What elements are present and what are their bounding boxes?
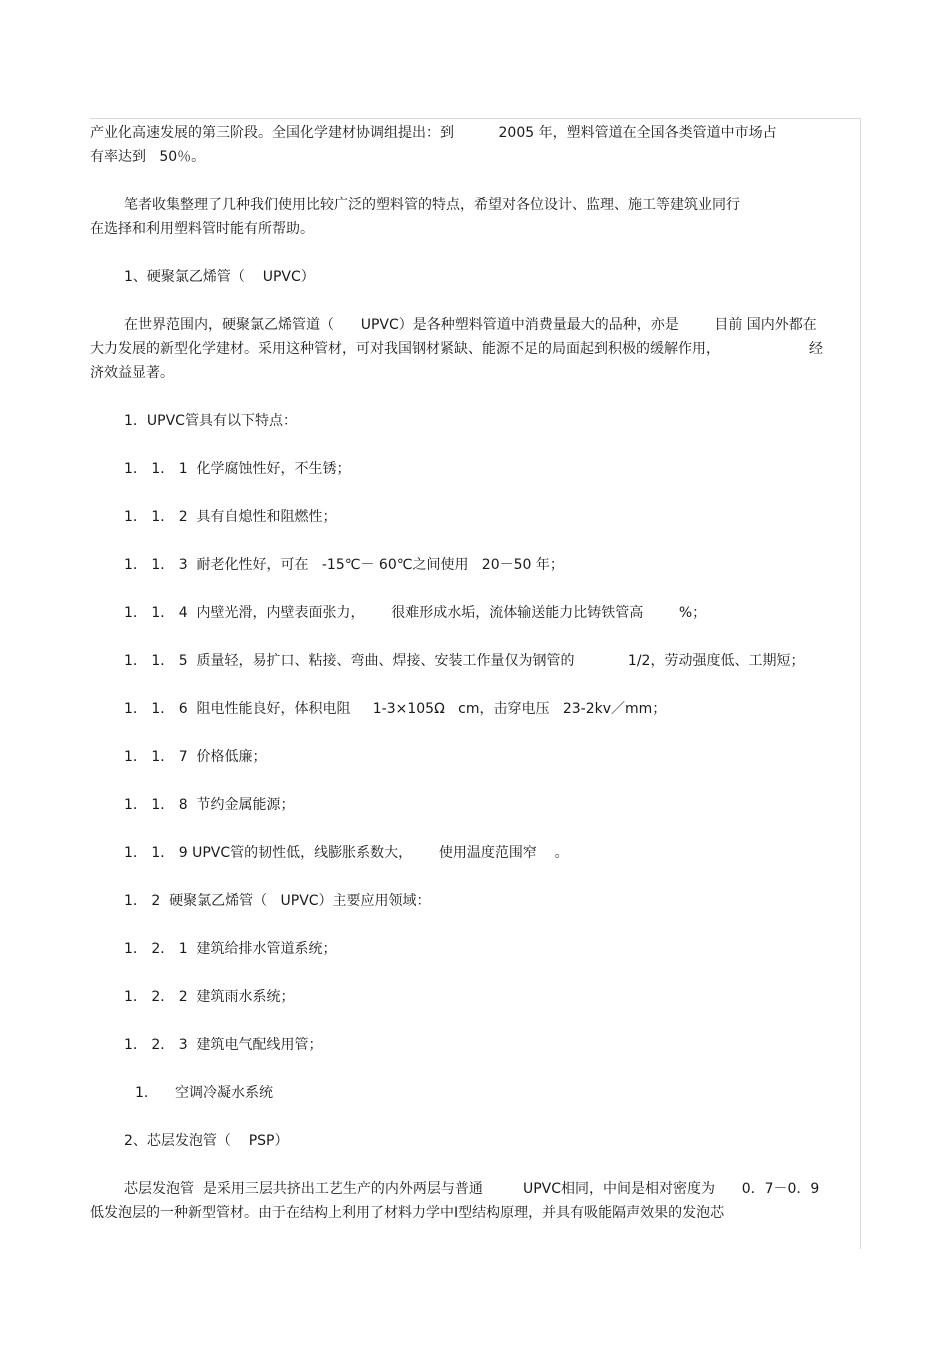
feature-item: 1． 1． 5 质量轻，易扩口、粘接、弯曲、焊接、安装工作量仅为钢管的 1/2，劳动强度低、工期短； bbox=[124, 653, 805, 669]
application-item: 1． 2． 1 建筑给排水管道系统； bbox=[124, 941, 337, 957]
subheading-1-2: 1． 2 硬聚氯乙烯管（ UPVC）主要应用领域： bbox=[124, 893, 431, 909]
application-item: 1． 2． 3 建筑电气配线用管； bbox=[124, 1037, 323, 1053]
paragraph-3-line-3: 济效益显著。 bbox=[90, 365, 174, 381]
application-item: 1． 2． 2 建筑雨水系统； bbox=[124, 989, 295, 1005]
section-heading-2: 2、芯层发泡管（ PSP） bbox=[124, 1133, 289, 1149]
feature-item: 1． 1． 4 内壁光滑，内壁表面张力， 很难形成水垢，流体输送能力比铸铁管高 %； bbox=[124, 605, 707, 621]
feature-item: 1． 1． 8 节约金属能源； bbox=[124, 797, 295, 813]
paragraph-1-line-2: 有率达到 50％。 bbox=[90, 149, 206, 165]
paragraph-3-line-1: 在世界范围内，硬聚氯乙烯管道（ UPVC）是各种塑料管道中消费量最大的品种，亦是 目前 国内外都在 bbox=[124, 317, 817, 333]
paragraph-4-line-2: 低发泡层的一种新型管材。由于在结构上利用了材料力学中Ⅰ型结构原理，并具有吸能隔声效果的发泡芯 bbox=[90, 1205, 725, 1221]
section-heading-1: 1、硬聚氯乙烯管（ UPVC） bbox=[124, 269, 315, 285]
feature-item: 1． 1． 1 化学腐蚀性好，不生锈； bbox=[124, 461, 351, 477]
subheading-1-1: 1．UPVC管具有以下特点： bbox=[124, 413, 297, 429]
feature-item: 1． 1． 6 阻电性能良好，体积电阻 1-3×105Ω cm，击穿电压 23-2kv／mm； bbox=[124, 701, 667, 717]
feature-item: 1． 1． 2 具有自熄性和阻燃性； bbox=[124, 509, 337, 525]
application-item: 1. 空调冷凝水系统 bbox=[135, 1085, 274, 1101]
feature-item: 1． 1． 3 耐老化性好，可在 -15℃－ 60℃之间使用 20－50 年； bbox=[124, 557, 564, 573]
paragraph-2-line-2: 在选择和利用塑料管时能有所帮助。 bbox=[90, 221, 314, 237]
paragraph-3-line-2: 大力发展的新型化学建材。采用这种管材，可对我国钢材紧缺、能源不足的局面起到积极的缓解作用， 经 bbox=[90, 341, 824, 357]
paragraph-4-line-1: 芯层发泡管 是采用三层共挤出工艺生产的内外两层与普通 UPVC相同，中间是相对密度为 0．7－0．9 bbox=[124, 1181, 820, 1197]
feature-item: 1． 1． 7 价格低廉； bbox=[124, 749, 267, 765]
paragraph-1-line-1: 产业化高速发展的第三阶段。全国化学建材协调组提出：到 2005 年，塑料管道在全国各类管道中市场占 bbox=[90, 125, 777, 141]
document-body bbox=[90, 121, 862, 1225]
paragraph-2-line-1: 笔者收集整理了几种我们使用比较广泛的塑料管的特点，希望对各位设计、监理、施工等建筑业同行 bbox=[124, 197, 740, 213]
feature-item: 1． 1． 9 UPVC管的韧性低，线膨胀系数大， 使用温度范围窄 。 bbox=[124, 845, 569, 861]
